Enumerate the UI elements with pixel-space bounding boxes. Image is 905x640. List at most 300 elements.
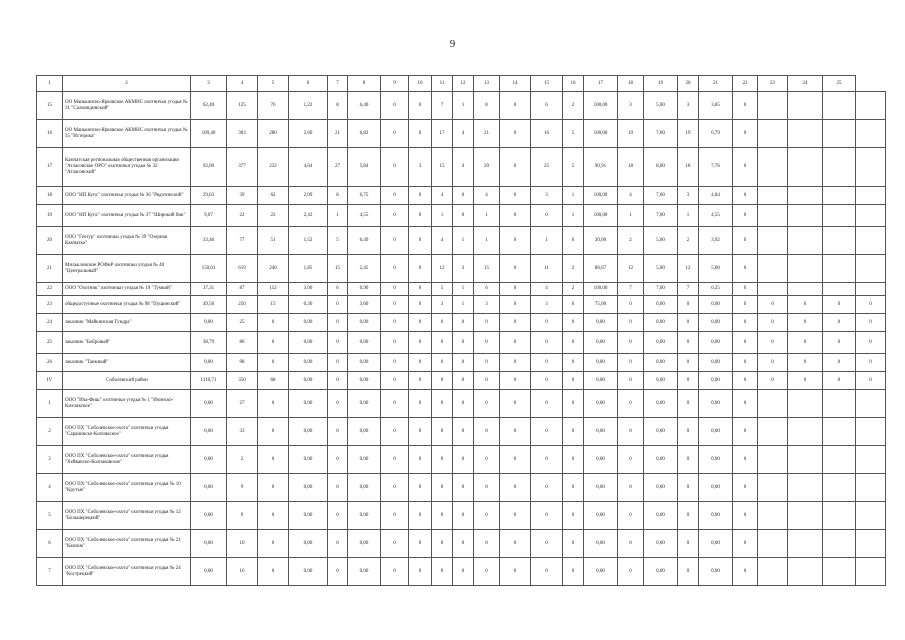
value-cell: 62 xyxy=(258,187,289,205)
value-cell: 0,00 xyxy=(191,502,227,530)
value-cell: 0 xyxy=(453,446,474,474)
value-cell: 0 xyxy=(733,283,758,296)
value-cell: 0 xyxy=(500,283,531,296)
value-cell: 0 xyxy=(563,227,584,255)
value-cell: 100,00 xyxy=(584,205,618,227)
value-cell xyxy=(758,502,788,530)
value-cell: 7 xyxy=(432,92,453,120)
value-cell: 0 xyxy=(409,314,432,332)
value-cell: 0 xyxy=(856,332,886,354)
value-cell: 0,00 xyxy=(644,558,678,586)
value-cell: 6,49 xyxy=(348,227,381,255)
value-cell: 0 xyxy=(678,332,699,354)
value-cell: 0 xyxy=(500,530,531,558)
value-cell: 6,75 xyxy=(348,187,381,205)
value-cell: 0 xyxy=(453,332,474,354)
value-cell: 100,00 xyxy=(584,187,618,205)
value-cell: 0 xyxy=(500,120,531,148)
value-cell: 0 xyxy=(500,92,531,120)
value-cell: 0 xyxy=(733,558,758,586)
value-cell: 77 xyxy=(227,227,258,255)
value-cell: 0 xyxy=(474,332,500,354)
value-cell: 0 xyxy=(432,474,453,502)
value-cell: 7,00 xyxy=(644,205,678,227)
value-cell: 1,52 xyxy=(289,227,328,255)
value-cell: 1 xyxy=(453,283,474,296)
value-cell: 0 xyxy=(381,418,409,446)
value-cell: 0,00 xyxy=(699,446,733,474)
value-cell: 25 xyxy=(531,148,563,187)
value-cell: 0,00 xyxy=(644,354,678,372)
value-cell: 0 xyxy=(758,354,788,372)
value-cell: 0 xyxy=(381,283,409,296)
value-cell: 0,00 xyxy=(644,446,678,474)
value-cell: 12 xyxy=(618,255,644,283)
value-cell: 4,55 xyxy=(348,205,381,227)
value-cell: 0 xyxy=(328,372,348,390)
value-cell: 0 xyxy=(409,390,432,418)
user-name-cell: ООО ПХ "Соболевское-охота" охотничьи угодья "Саранинско-Кихчикское" xyxy=(63,418,191,446)
value-cell: 0 xyxy=(474,558,500,586)
value-cell: 0 xyxy=(381,530,409,558)
value-cell: 0 xyxy=(563,502,584,530)
value-cell: 0 xyxy=(453,187,474,205)
value-cell: 49,50 xyxy=(191,296,227,314)
value-cell: 350 xyxy=(227,372,258,390)
value-cell: 0 xyxy=(563,474,584,502)
column-number-cell: 3 xyxy=(191,76,227,92)
column-number-cell: 15 xyxy=(531,76,563,92)
value-cell: 5 xyxy=(328,227,348,255)
user-name-cell: общедоступные охотничьи угодья № 98 "Пущинский" xyxy=(63,296,191,314)
value-cell: 0 xyxy=(733,390,758,418)
value-cell: 3 xyxy=(409,148,432,187)
value-cell: 1 xyxy=(328,205,348,227)
value-cell: 619 xyxy=(227,255,258,283)
value-cell xyxy=(856,120,886,148)
value-cell: 33 xyxy=(227,418,258,446)
value-cell: 0 xyxy=(856,296,886,314)
value-cell: 0,00 xyxy=(584,474,618,502)
value-cell: 0 xyxy=(678,314,699,332)
value-cell: 6,79 xyxy=(699,120,733,148)
value-cell: 0,00 xyxy=(699,390,733,418)
value-cell: 0 xyxy=(678,296,699,314)
value-cell: 4 xyxy=(531,283,563,296)
value-cell xyxy=(788,418,823,446)
value-cell: 0 xyxy=(474,354,500,372)
user-name-cell: ОО Манькинско-Ярковское АКМНС охотничьи угодья № 35 "Истерика" xyxy=(63,120,191,148)
value-cell xyxy=(758,120,788,148)
value-cell: 100,00 xyxy=(584,92,618,120)
value-cell: 10 xyxy=(227,530,258,558)
value-cell xyxy=(788,283,823,296)
value-cell: 0 xyxy=(733,354,758,372)
value-cell xyxy=(856,187,886,205)
value-cell: 0 xyxy=(432,446,453,474)
value-cell: 0,00 xyxy=(348,372,381,390)
value-cell: 0 xyxy=(432,530,453,558)
value-cell: 250 xyxy=(227,296,258,314)
value-cell: 5,00 xyxy=(644,227,678,255)
table-row xyxy=(37,314,886,332)
value-cell: 0 xyxy=(381,332,409,354)
value-cell: 100,00 xyxy=(584,283,618,296)
value-cell xyxy=(856,446,886,474)
column-number-cell: 22 xyxy=(733,76,758,92)
value-cell xyxy=(823,390,856,418)
value-cell: 0 xyxy=(453,418,474,446)
table-row xyxy=(37,530,886,558)
value-cell: 0 xyxy=(474,446,500,474)
value-cell: 0 xyxy=(381,227,409,255)
value-cell: 0 xyxy=(618,502,644,530)
value-cell: 0 xyxy=(856,354,886,372)
value-cell: 0 xyxy=(823,332,856,354)
value-cell: 6 xyxy=(531,92,563,120)
value-cell: 0,00 xyxy=(644,372,678,390)
value-cell: 1 xyxy=(563,205,584,227)
column-number-cell: 12 xyxy=(453,76,474,92)
value-cell: 0 xyxy=(500,390,531,418)
value-cell xyxy=(823,558,856,586)
value-cell: 0 xyxy=(328,390,348,418)
value-cell xyxy=(788,205,823,227)
value-cell: 12 xyxy=(432,255,453,283)
value-cell xyxy=(823,418,856,446)
user-name-cell: заказник "Бобровый" xyxy=(63,332,191,354)
value-cell: 9,07 xyxy=(191,205,227,227)
value-cell: 0 xyxy=(678,390,699,418)
value-cell xyxy=(758,418,788,446)
value-cell: 0 xyxy=(432,502,453,530)
value-cell: 17 xyxy=(432,120,453,148)
value-cell: 0 xyxy=(563,446,584,474)
value-cell: 0 xyxy=(258,354,289,372)
row-number-cell: 20 xyxy=(37,227,63,255)
value-cell: 0 xyxy=(531,205,563,227)
row-number-cell: 2 xyxy=(37,418,63,446)
value-cell: 0 xyxy=(531,332,563,354)
value-cell: 51 xyxy=(258,227,289,255)
value-cell: 0,30 xyxy=(289,296,328,314)
value-cell: 0 xyxy=(563,558,584,586)
user-name-cell: ООО "Геотур" охотничьи угодья № 39 "Озерная Камчатка" xyxy=(63,227,191,255)
value-cell: 15 xyxy=(432,148,453,187)
value-cell: 0 xyxy=(500,205,531,227)
value-cell: 0 xyxy=(328,446,348,474)
value-cell: 232 xyxy=(258,148,289,187)
value-cell: 6,90 xyxy=(348,283,381,296)
value-cell: 2,09 xyxy=(289,187,328,205)
value-cell: 16 xyxy=(227,558,258,586)
value-cell: 8 xyxy=(328,187,348,205)
row-number-cell: 5 xyxy=(37,502,63,530)
value-cell: 0 xyxy=(328,502,348,530)
value-cell: 3,00 xyxy=(289,283,328,296)
value-cell: 0 xyxy=(409,120,432,148)
value-cell: 0 xyxy=(409,502,432,530)
value-cell: 0 xyxy=(453,502,474,530)
value-cell: 0 xyxy=(733,187,758,205)
column-number-cell: 16 xyxy=(563,76,584,92)
value-cell xyxy=(856,227,886,255)
value-cell: 0 xyxy=(381,372,409,390)
value-cell: 0 xyxy=(618,314,644,332)
value-cell xyxy=(758,205,788,227)
value-cell: 4 xyxy=(453,148,474,187)
value-cell: 87 xyxy=(227,283,258,296)
value-cell: 0 xyxy=(618,530,644,558)
value-cell: 0 xyxy=(563,372,584,390)
row-number-cell: 24 xyxy=(37,314,63,332)
value-cell: 0 xyxy=(474,314,500,332)
value-cell: 0 xyxy=(474,530,500,558)
value-cell: 21 xyxy=(474,120,500,148)
value-cell: 0 xyxy=(500,296,531,314)
user-name-cell: ООО "Охотник" охотничьи угодья № 19 "Тумкий" xyxy=(63,283,191,296)
value-cell: 0 xyxy=(409,332,432,354)
value-cell: 0 xyxy=(453,354,474,372)
value-cell: 0 xyxy=(531,502,563,530)
value-cell: 0 xyxy=(733,120,758,148)
value-cell: 0 xyxy=(500,474,531,502)
value-cell xyxy=(788,390,823,418)
value-cell: 4 xyxy=(474,187,500,205)
value-cell: 1 xyxy=(474,205,500,227)
value-cell: 0 xyxy=(823,296,856,314)
table-row xyxy=(37,92,886,120)
column-number-cell: 25 xyxy=(823,76,856,92)
value-cell: 0 xyxy=(733,314,758,332)
value-cell: 0,00 xyxy=(584,390,618,418)
value-cell: 4,55 xyxy=(699,205,733,227)
value-cell: 0 xyxy=(733,502,758,530)
value-cell: 0 xyxy=(381,92,409,120)
value-cell xyxy=(758,446,788,474)
user-name-cell: заказник "Майкинская Тундра" xyxy=(63,314,191,332)
value-cell: 0,00 xyxy=(584,446,618,474)
value-cell: 0 xyxy=(258,314,289,332)
value-cell: 0,00 xyxy=(644,502,678,530)
value-cell xyxy=(823,446,856,474)
value-cell: 0 xyxy=(409,446,432,474)
value-cell: 0,00 xyxy=(289,418,328,446)
value-cell xyxy=(856,558,886,586)
value-cell: 0,00 xyxy=(289,474,328,502)
value-cell: 0,00 xyxy=(699,296,733,314)
column-number-cell: 5 xyxy=(258,76,289,92)
value-cell: 1 xyxy=(453,92,474,120)
value-cell: 4,84 xyxy=(699,187,733,205)
value-cell xyxy=(823,530,856,558)
value-cell: 0 xyxy=(474,372,500,390)
value-cell: 0,00 xyxy=(644,332,678,354)
value-cell: 0 xyxy=(432,390,453,418)
value-cell: 0 xyxy=(432,332,453,354)
value-cell: 3,85 xyxy=(699,92,733,120)
value-cell: 7 xyxy=(678,283,699,296)
value-cell: 0,00 xyxy=(289,314,328,332)
value-cell: 0 xyxy=(733,92,758,120)
value-cell: 0 xyxy=(500,227,531,255)
value-cell: 0,00 xyxy=(644,314,678,332)
value-cell: 1 xyxy=(453,296,474,314)
column-number-cell: 13 xyxy=(474,76,500,92)
value-cell: 4 xyxy=(618,187,644,205)
column-number-cell: 6 xyxy=(289,76,328,92)
value-cell: 0,00 xyxy=(348,446,381,474)
value-cell: 0 xyxy=(258,332,289,354)
column-number-cell: 9 xyxy=(381,76,409,92)
value-cell: 20,00 xyxy=(584,227,618,255)
value-cell xyxy=(758,558,788,586)
value-cell xyxy=(758,474,788,502)
row-number-cell: 18 xyxy=(37,187,63,205)
value-cell: 0,00 xyxy=(348,354,381,372)
value-cell: 0 xyxy=(381,474,409,502)
value-cell: 0 xyxy=(788,314,823,332)
value-cell: 0 xyxy=(409,283,432,296)
table-row xyxy=(37,255,886,283)
value-cell xyxy=(788,120,823,148)
value-cell: 6 xyxy=(474,283,500,296)
column-number-cell: 20 xyxy=(678,76,699,92)
value-cell xyxy=(823,227,856,255)
column-number-cell: 21 xyxy=(699,76,733,92)
value-cell: 0 xyxy=(500,418,531,446)
value-cell xyxy=(856,255,886,283)
value-cell: 0 xyxy=(733,372,758,390)
value-cell xyxy=(788,227,823,255)
value-cell xyxy=(856,283,886,296)
row-number-cell: 1 xyxy=(37,390,63,418)
table-row xyxy=(37,205,886,227)
value-cell: 0 xyxy=(531,558,563,586)
value-cell xyxy=(788,558,823,586)
value-cell xyxy=(823,474,856,502)
value-cell: 0 xyxy=(409,227,432,255)
value-cell: 0 xyxy=(678,354,699,372)
user-name-cell: Милькловские РОФиР охотничьи угодья № 40 "Центральный" xyxy=(63,255,191,283)
value-cell: 0 xyxy=(531,418,563,446)
value-cell: 5 xyxy=(563,120,584,148)
value-cell: 0 xyxy=(758,314,788,332)
value-cell: 3 xyxy=(531,296,563,314)
column-number-cell: 14 xyxy=(500,76,531,92)
value-cell: 0 xyxy=(733,474,758,502)
value-cell: 1 xyxy=(618,205,644,227)
user-name-cell: Соболевский район xyxy=(63,372,191,390)
value-cell: 7 xyxy=(618,283,644,296)
value-cell: 6,25 xyxy=(699,283,733,296)
user-name-cell: ООО ПХ "Соболевское-охота" охотничьи угодья № 10 "Крутые" xyxy=(63,474,191,502)
user-name-cell: Камчатская региональная общественная организация "Атласовское ОРО" охотничьи угодья № 32 "Атласовский" xyxy=(63,148,191,187)
value-cell: 0 xyxy=(678,418,699,446)
value-cell: 0 xyxy=(409,530,432,558)
value-cell: 0,00 xyxy=(289,390,328,418)
value-cell: 9 xyxy=(227,502,258,530)
value-cell: 1110,71 xyxy=(191,372,227,390)
value-cell: 98 xyxy=(227,354,258,372)
value-cell: 0 xyxy=(678,558,699,586)
value-cell: 0 xyxy=(409,418,432,446)
table-row xyxy=(37,474,886,502)
value-cell: 0 xyxy=(678,474,699,502)
value-cell: 0 xyxy=(258,474,289,502)
user-name-cell: ООО ПХ "Соболевское-охота" охотничьи угодья № 21 "Камчик" xyxy=(63,530,191,558)
value-cell: 0 xyxy=(788,296,823,314)
value-cell: 0 xyxy=(678,502,699,530)
value-cell: 0,00 xyxy=(289,372,328,390)
table-row xyxy=(37,390,886,418)
value-cell: 0 xyxy=(381,255,409,283)
value-cell: 0 xyxy=(474,474,500,502)
value-cell xyxy=(856,474,886,502)
value-cell: 3,92 xyxy=(699,227,733,255)
value-cell: 0 xyxy=(432,314,453,332)
value-cell: 2,60 xyxy=(289,120,328,148)
value-cell: 0 xyxy=(758,372,788,390)
value-cell: 0 xyxy=(500,187,531,205)
value-cell: 0 xyxy=(531,372,563,390)
value-cell: 100,00 xyxy=(584,120,618,148)
value-cell xyxy=(758,227,788,255)
value-cell: 0,00 xyxy=(699,372,733,390)
value-cell xyxy=(823,255,856,283)
value-cell: 22 xyxy=(227,205,258,227)
value-cell: 1 xyxy=(432,205,453,227)
value-cell: 7,00 xyxy=(644,283,678,296)
value-cell: 0,00 xyxy=(191,558,227,586)
row-number-cell: 4 xyxy=(37,474,63,502)
value-cell: 1 xyxy=(563,187,584,205)
value-cell: 19 xyxy=(618,120,644,148)
table-row xyxy=(37,296,886,314)
row-number-cell: 19 xyxy=(37,205,63,227)
value-cell: 0 xyxy=(563,390,584,418)
user-name-cell: ОО Манькинско-Ярковское АКМНС охотничьи угодья № 31 "Салмандинский" xyxy=(63,92,191,120)
value-cell: 0 xyxy=(733,148,758,187)
value-cell: 0 xyxy=(758,296,788,314)
value-cell: 5,00 xyxy=(644,255,678,283)
value-cell: 5,00 xyxy=(699,255,733,283)
value-cell: 4 xyxy=(432,187,453,205)
value-cell xyxy=(758,187,788,205)
value-cell: 75,00 xyxy=(584,296,618,314)
value-cell: 0,00 xyxy=(348,474,381,502)
column-number-cell: 23 xyxy=(758,76,788,92)
table-row xyxy=(37,558,886,586)
value-cell: 15 xyxy=(258,296,289,314)
value-cell xyxy=(856,148,886,187)
value-cell: 0 xyxy=(258,558,289,586)
row-number-cell: 25 xyxy=(37,332,63,354)
value-cell: 2 xyxy=(678,227,699,255)
value-cell: 68 xyxy=(258,372,289,390)
row-number-cell: 7 xyxy=(37,558,63,586)
column-number-cell: 10 xyxy=(409,76,432,92)
value-cell: 0 xyxy=(733,296,758,314)
value-cell xyxy=(856,92,886,120)
value-cell: 62,40 xyxy=(191,92,227,120)
value-cell: 92,00 xyxy=(191,148,227,187)
value-cell: 15 xyxy=(474,255,500,283)
value-cell: 0 xyxy=(328,296,348,314)
value-cell: 0 xyxy=(563,332,584,354)
value-cell: 0,00 xyxy=(644,418,678,446)
value-cell: 0 xyxy=(733,205,758,227)
